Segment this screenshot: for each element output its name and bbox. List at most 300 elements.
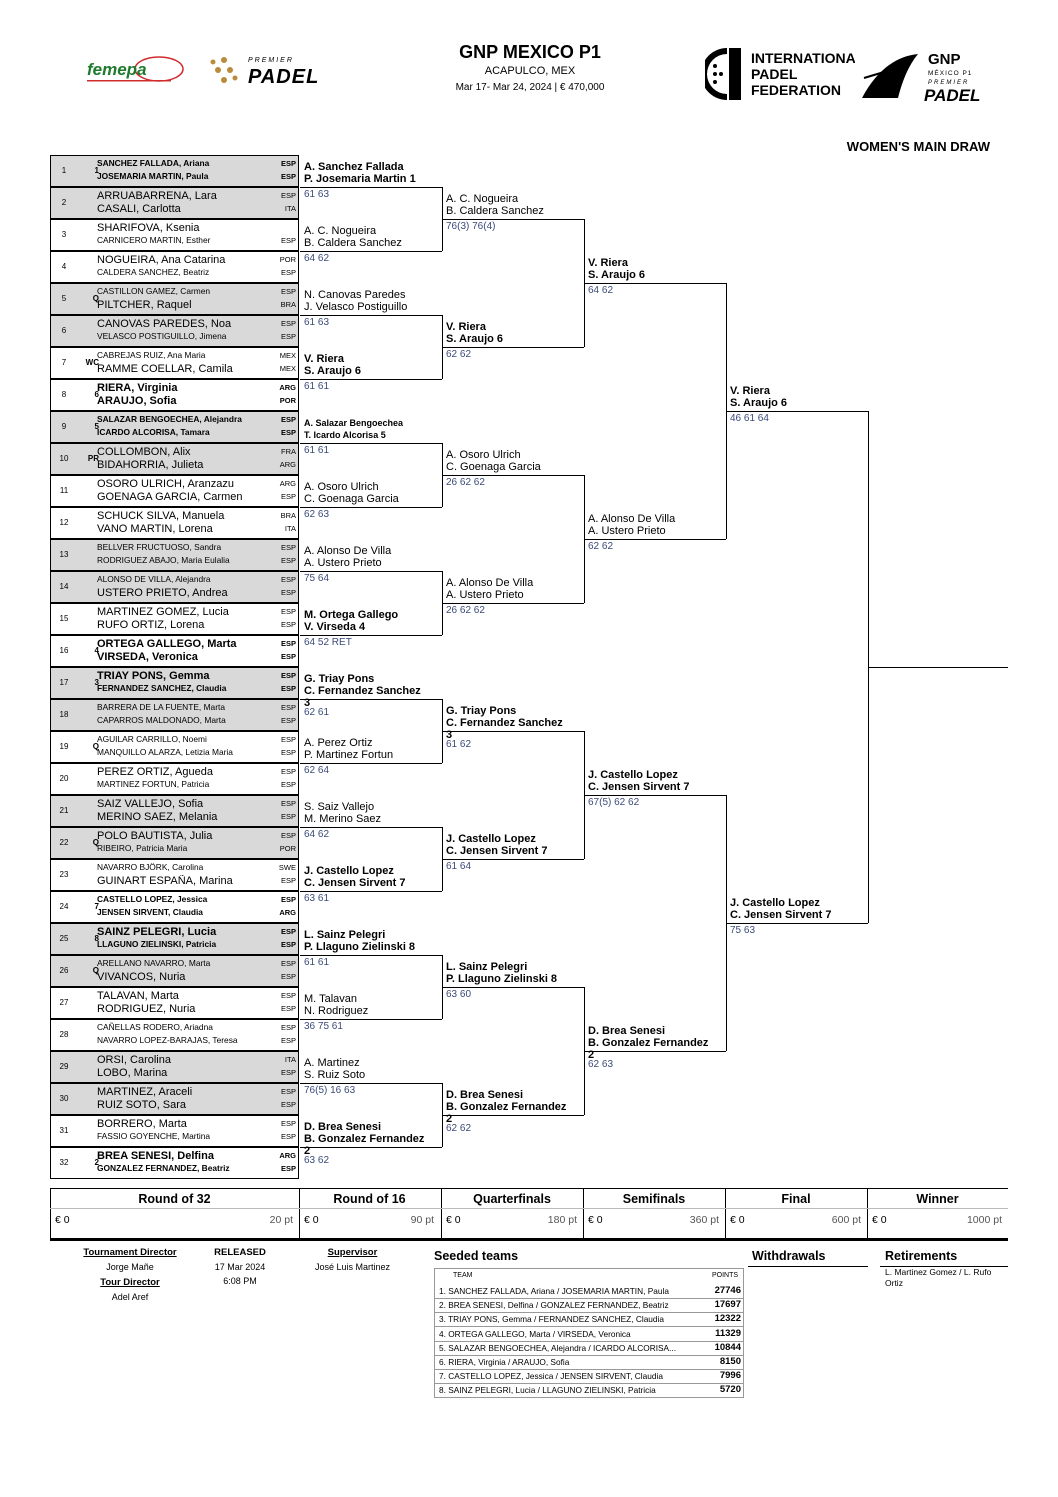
seeded-team-row bbox=[435, 1327, 743, 1342]
gnp-mexico-logo bbox=[858, 48, 998, 104]
seed-label: WC bbox=[85, 358, 99, 367]
team-name: P. Martinez Fortun bbox=[304, 749, 394, 761]
team-name: A. Perez Ortiz bbox=[304, 737, 373, 749]
team-name: N. Rodriguez bbox=[304, 1005, 369, 1017]
seed-label: 4 bbox=[94, 646, 99, 655]
player-name: JOSEMARIA MARTIN, Paula bbox=[97, 171, 209, 181]
player-name: JENSEN SIRVENT, Claudia bbox=[97, 907, 203, 917]
seed-label: 2 bbox=[94, 1158, 99, 1167]
r16-line bbox=[300, 827, 442, 828]
match-score: 62 62 bbox=[588, 541, 614, 552]
match-score: 64 52 RET bbox=[304, 637, 352, 648]
team-name: J. Velasco Postiguillo bbox=[304, 301, 408, 313]
team-name: B. Gonzalez Fernandez bbox=[446, 1101, 567, 1113]
player-country: POR bbox=[279, 396, 296, 405]
player-row bbox=[50, 1115, 299, 1147]
player-country: ESP bbox=[280, 959, 296, 968]
seed-label: 8 bbox=[94, 934, 99, 943]
seeded-team-name: 3. TRIAY PONS, Gemma / FERNANDEZ SANCHEZ, Claudia bbox=[439, 1314, 664, 1325]
team-name: A. Alonso De Villa bbox=[588, 513, 676, 525]
player-name: GOENAGA GARCIA, Carmen bbox=[97, 491, 243, 503]
player-country: ESP bbox=[280, 172, 296, 181]
r16-line bbox=[300, 571, 442, 572]
draw-position: 16 bbox=[59, 646, 69, 655]
seeded-team-points: 12322 bbox=[714, 1313, 741, 1325]
sf-line bbox=[584, 795, 726, 796]
seed-label bbox=[79, 1116, 99, 1146]
player-country: ESP bbox=[280, 1100, 296, 1109]
team-name: A. Osoro Ulrich bbox=[304, 481, 379, 493]
player-name: BIDAHORRIA, Julieta bbox=[97, 459, 204, 471]
seeded-team-row bbox=[435, 1341, 743, 1356]
player-row bbox=[50, 411, 299, 443]
player-country: ESP bbox=[280, 543, 296, 552]
player-country: ESP bbox=[280, 1068, 296, 1077]
player-country: POR bbox=[279, 844, 296, 853]
player-row bbox=[50, 1147, 299, 1179]
player-country: ESP bbox=[280, 799, 296, 808]
player-name: ALONSO DE VILLA, Alejandra bbox=[97, 574, 211, 584]
seeded-team-points: 7996 bbox=[719, 1370, 741, 1382]
femepa-logo-text: femepa bbox=[87, 60, 147, 79]
player-country: ESP bbox=[280, 927, 296, 936]
seed-label bbox=[79, 316, 99, 346]
r16-line bbox=[300, 955, 442, 956]
match-score: 62 61 bbox=[304, 707, 330, 718]
qf-line bbox=[442, 475, 584, 476]
player-row bbox=[50, 155, 299, 187]
seeded-team-points: 10844 bbox=[714, 1341, 741, 1353]
draw-position: 6 bbox=[61, 326, 67, 335]
player-name: GONZALEZ FERNANDEZ, Beatriz bbox=[97, 1163, 230, 1173]
released-time: 6:08 PM bbox=[223, 1276, 257, 1286]
supervisor-label: Supervisor bbox=[327, 1247, 378, 1258]
match-score: 62 64 bbox=[304, 765, 330, 776]
player-country: ESP bbox=[280, 492, 296, 501]
player-name: LLAGUNO ZIELINSKI, Patricia bbox=[97, 939, 217, 949]
team-name: T. Icardo Alcorisa 5 bbox=[304, 430, 386, 440]
player-country: ESP bbox=[280, 831, 296, 840]
player-row bbox=[50, 603, 299, 635]
released-label: RELEASED bbox=[214, 1247, 266, 1258]
match-score: 61 62 bbox=[446, 739, 472, 750]
seeded-team-row bbox=[435, 1298, 743, 1313]
r16-line bbox=[300, 763, 442, 764]
player-country: ARG bbox=[279, 1151, 296, 1160]
r16-line bbox=[300, 187, 442, 188]
player-name: VELASCO POSTIGUILLO, Jimena bbox=[97, 331, 227, 341]
player-name: COLLOMBON, Alix bbox=[97, 446, 191, 458]
player-country: ESP bbox=[280, 319, 296, 328]
player-name: NOGUEIRA, Ana Catarina bbox=[97, 254, 226, 266]
team-name: B. Gonzalez Fernandez bbox=[304, 1133, 425, 1145]
player-row bbox=[50, 635, 299, 667]
gnp-logo-text: GNP bbox=[928, 51, 961, 68]
player-country: MEX bbox=[279, 351, 296, 360]
player-name: CALDERA SANCHEZ, Beatriz bbox=[97, 267, 210, 277]
team-name: N. Canovas Paredes bbox=[304, 289, 406, 301]
match-score: 62 62 bbox=[446, 349, 472, 360]
retirements-title: Retirements bbox=[885, 1249, 958, 1263]
seeded-team-row bbox=[435, 1355, 743, 1370]
tournament-location: ACAPULCO, MEX bbox=[484, 65, 576, 77]
seed-number: 2 bbox=[304, 1145, 311, 1157]
team-name: A. Alonso De Villa bbox=[304, 545, 392, 557]
player-name: MANQUILLO ALARZA, Letizia Maria bbox=[97, 747, 233, 757]
team-name: A. Salazar Bengoechea bbox=[304, 418, 404, 428]
match-score: 63 60 bbox=[446, 989, 472, 1000]
footer-top-rule bbox=[50, 1188, 1008, 1189]
player-name: NAVARRO LOPEZ-BARAJAS, Teresa bbox=[97, 1035, 238, 1045]
team-name: B. Gonzalez Fernandez bbox=[588, 1037, 709, 1049]
player-name: TALAVAN, Marta bbox=[97, 990, 179, 1002]
player-name: FERNANDEZ SANCHEZ, Claudia bbox=[97, 683, 227, 693]
draw-position: 27 bbox=[59, 998, 69, 1007]
team-name: D. Brea Senesi bbox=[588, 1025, 666, 1037]
player-country: ESP bbox=[280, 684, 296, 693]
gnp-padel-text: PADEL bbox=[924, 86, 981, 104]
draw-position: 23 bbox=[59, 870, 69, 879]
r16-line bbox=[300, 1083, 442, 1084]
team-name: S. Saiz Vallejo bbox=[304, 801, 375, 813]
premier-logo-text: PREMIER bbox=[248, 57, 294, 64]
draw-position: 3 bbox=[61, 230, 67, 239]
player-country: ESP bbox=[280, 780, 296, 789]
gnp-sub-text: MÉXICO P1 bbox=[928, 70, 973, 77]
round-name: Semifinals bbox=[622, 1192, 686, 1206]
seeded-team-points: 5720 bbox=[719, 1384, 741, 1396]
player-country: ESP bbox=[280, 332, 296, 341]
player-name: OSORO ULRICH, Aranzazu bbox=[97, 478, 234, 490]
seed-label bbox=[79, 476, 99, 506]
team-name: L. Sainz Pelegri bbox=[304, 929, 386, 941]
team-name: S. Ruiz Soto bbox=[304, 1069, 366, 1081]
team-name: V. Virseda 4 bbox=[304, 621, 366, 633]
team-name: S. Araujo 6 bbox=[446, 333, 504, 345]
team-name: J. Castello Lopez bbox=[304, 865, 394, 877]
player-name: BREA SENESI, Delfina bbox=[97, 1150, 214, 1162]
r16-line bbox=[300, 507, 442, 508]
match-score: 61 61 bbox=[304, 957, 330, 968]
team-name: A. Sanchez Fallada bbox=[304, 161, 404, 173]
player-name: PEREZ ORTIZ, Agueda bbox=[97, 766, 213, 778]
round-points: 180 pt bbox=[547, 1214, 577, 1226]
player-name: MERINO SAEZ, Melania bbox=[97, 811, 218, 823]
player-name: SANCHEZ FALLADA, Ariana bbox=[97, 158, 210, 168]
femepa-logo bbox=[85, 53, 195, 93]
team-name: A. C. Nogueira bbox=[304, 225, 377, 237]
player-country: ESP bbox=[280, 236, 296, 245]
match-score: 62 63 bbox=[588, 1059, 614, 1070]
player-row bbox=[50, 187, 299, 219]
player-name: CAPARROS MALDONADO, Marta bbox=[97, 715, 226, 725]
player-row bbox=[50, 539, 299, 571]
team-name: A. Ustero Prieto bbox=[588, 525, 666, 537]
draw-position: 17 bbox=[59, 678, 69, 687]
seed-number: 2 bbox=[588, 1049, 595, 1061]
seed-label: Q bbox=[92, 742, 99, 751]
player-country: ESP bbox=[280, 991, 296, 1000]
match-score: 61 63 bbox=[304, 317, 330, 328]
seeded-team-name: 4. ORTEGA GALLEGO, Marta / VIRSEDA, Veronica bbox=[439, 1328, 631, 1339]
seeded-team-name: 7. CASTELLO LOPEZ, Jessica / JENSEN SIRVENT, Claudia bbox=[439, 1371, 663, 1382]
seeded-team-row bbox=[435, 1312, 743, 1327]
tournament-dates: Mar 17- Mar 24, 2024 | € 470,000 bbox=[455, 82, 605, 93]
seeded-teams-title: Seeded teams bbox=[434, 1249, 519, 1263]
player-name: CARNICERO MARTIN, Esther bbox=[97, 235, 211, 245]
player-country: ESP bbox=[280, 1004, 296, 1013]
player-name: RIERA, Virginia bbox=[97, 382, 178, 394]
seed-label bbox=[79, 252, 99, 282]
player-row bbox=[50, 315, 299, 347]
player-name: VIRSEDA, Veronica bbox=[97, 651, 198, 663]
draw-position: 20 bbox=[59, 774, 69, 783]
round-prize: € 0 bbox=[446, 1214, 461, 1226]
player-name: BARRERA DE LA FUENTE, Marta bbox=[97, 702, 225, 712]
player-name: GUINART ESPAÑA, Marina bbox=[97, 875, 233, 887]
seed-label bbox=[79, 220, 99, 250]
player-name: BORRERO, Marta bbox=[97, 1118, 187, 1130]
seeded-team-row bbox=[435, 1383, 743, 1398]
match-score: 76(5) 16 63 bbox=[304, 1085, 356, 1096]
player-row bbox=[50, 731, 299, 763]
match-score: 62 63 bbox=[304, 509, 330, 520]
match-score: 75 64 bbox=[304, 573, 330, 584]
player-row bbox=[50, 251, 299, 283]
seeded-team-row bbox=[435, 1369, 743, 1384]
team-name: C. Goenaga Garcia bbox=[446, 461, 541, 473]
player-name: AGUILAR CARRILLO, Noemi bbox=[97, 734, 207, 744]
player-country: ESP bbox=[280, 1023, 296, 1032]
r16-line bbox=[300, 379, 442, 380]
round-prize: € 0 bbox=[304, 1214, 319, 1226]
qf-line bbox=[442, 347, 584, 348]
round-name: Round of 16 bbox=[333, 1192, 406, 1206]
r16-line bbox=[300, 251, 442, 252]
match-score: 64 62 bbox=[304, 829, 330, 840]
player-name: CASALI, Carlotta bbox=[97, 203, 181, 215]
r16-line bbox=[300, 443, 442, 444]
player-name: ORTEGA GALLEGO, Marta bbox=[97, 638, 237, 650]
player-country: ESP bbox=[280, 1036, 296, 1045]
player-country: ESP bbox=[280, 287, 296, 296]
player-row bbox=[50, 699, 299, 731]
team-name: S. Araujo 6 bbox=[304, 365, 362, 377]
player-country: ESP bbox=[280, 1164, 296, 1173]
team-name: V. Riera bbox=[446, 321, 486, 333]
player-row bbox=[50, 891, 299, 923]
match-score: 61 61 bbox=[304, 445, 330, 456]
winner-line bbox=[868, 667, 1008, 668]
player-country: ITA bbox=[284, 1055, 296, 1064]
player-country: ESP bbox=[280, 716, 296, 725]
player-country: ITA bbox=[284, 204, 296, 213]
player-name: ORSI, Carolina bbox=[97, 1054, 171, 1066]
match-score: 64 62 bbox=[588, 285, 614, 296]
match-score: 64 62 bbox=[304, 253, 330, 264]
player-country: SWE bbox=[278, 863, 296, 872]
draw-position: 12 bbox=[59, 518, 69, 527]
team-name: J. Castello Lopez bbox=[446, 833, 536, 845]
team-name: A. Martinez bbox=[304, 1057, 360, 1069]
player-country: ESP bbox=[280, 191, 296, 200]
ipf-line2: PADEL bbox=[751, 66, 798, 82]
match-score: 67(5) 62 62 bbox=[588, 797, 640, 808]
draw-position: 21 bbox=[59, 806, 69, 815]
player-name: CANOVAS PAREDES, Noa bbox=[97, 318, 232, 330]
draw-position: 7 bbox=[61, 358, 67, 367]
qf-line bbox=[442, 987, 584, 988]
tour-director-label: Tour Director bbox=[100, 1277, 160, 1288]
r16-line bbox=[300, 1019, 442, 1020]
round-points: 600 pt bbox=[831, 1214, 861, 1226]
match-score: 61 64 bbox=[446, 861, 472, 872]
seed-label bbox=[79, 1020, 99, 1050]
seed-label bbox=[79, 988, 99, 1018]
draw-position: 8 bbox=[61, 390, 67, 399]
player-row bbox=[50, 219, 299, 251]
withdrawals-rule bbox=[748, 1266, 868, 1267]
player-name: MARTINEZ, Araceli bbox=[97, 1086, 193, 1098]
player-country: BRA bbox=[280, 300, 296, 309]
team-name: P. Josemaria Martin 1 bbox=[304, 173, 416, 185]
player-name: CASTILLON GAMEZ, Carmen bbox=[97, 286, 211, 296]
sf-line bbox=[584, 283, 726, 284]
seed-label: 6 bbox=[94, 390, 99, 399]
draw-position: 13 bbox=[59, 550, 69, 559]
draw-position: 29 bbox=[59, 1062, 69, 1071]
draw-position: 18 bbox=[59, 710, 69, 719]
player-row bbox=[50, 955, 299, 987]
player-name: RODRIGUEZ ABAJO, Maria Eulalia bbox=[97, 555, 230, 565]
player-country: ESP bbox=[280, 812, 296, 821]
player-country: ESP bbox=[280, 575, 296, 584]
team-name: G. Triay Pons bbox=[304, 673, 375, 685]
seeded-team-row bbox=[435, 1284, 743, 1299]
qf-line bbox=[442, 731, 584, 732]
final-line bbox=[726, 923, 868, 924]
player-row bbox=[50, 987, 299, 1019]
player-name: RIBEIRO, Patricia Maria bbox=[97, 843, 188, 853]
player-name: SHARIFOVA, Ksenia bbox=[97, 222, 200, 234]
player-row bbox=[50, 379, 299, 411]
player-row bbox=[50, 283, 299, 315]
player-name: RUFO ORTIZ, Lorena bbox=[97, 619, 205, 631]
team-name: S. Araujo 6 bbox=[588, 269, 646, 281]
player-row bbox=[50, 667, 299, 699]
team-name: C. Jensen Sirvent 7 bbox=[304, 877, 406, 889]
match-score: 26 62 62 bbox=[446, 605, 485, 616]
seed-label bbox=[79, 860, 99, 890]
seed-label: 5 bbox=[94, 422, 99, 431]
player-country: BRA bbox=[280, 511, 296, 520]
player-name: ICARDO ALCORISA, Tamara bbox=[97, 427, 210, 437]
player-name: USTERO PRIETO, Andrea bbox=[97, 587, 228, 599]
match-score: 62 62 bbox=[446, 1123, 472, 1134]
round-prize: € 0 bbox=[872, 1214, 887, 1226]
draw-position: 22 bbox=[59, 838, 69, 847]
draw-position: 5 bbox=[61, 294, 67, 303]
seed-label: Q bbox=[92, 966, 99, 975]
player-row bbox=[50, 1019, 299, 1051]
match-score: 75 63 bbox=[730, 925, 756, 936]
player-country: ESP bbox=[280, 639, 296, 648]
team-name: B. Caldera Sanchez bbox=[304, 237, 402, 249]
player-country: ITA bbox=[284, 524, 296, 533]
draw-position: 11 bbox=[59, 486, 69, 495]
player-country: ESP bbox=[280, 556, 296, 565]
qf-line bbox=[442, 859, 584, 860]
team-name: D. Brea Senesi bbox=[446, 1089, 524, 1101]
seeded-col-points: POINTS bbox=[712, 1272, 739, 1279]
draw-position: 30 bbox=[59, 1094, 69, 1103]
draw-position: 15 bbox=[59, 614, 69, 623]
team-name: C. Jensen Sirvent 7 bbox=[588, 781, 690, 793]
seeded-team-name: 5. SALAZAR BENGOECHEA, Alejandra / ICARDO ALCORISA... bbox=[439, 1342, 677, 1353]
player-name: POLO BAUTISTA, Julia bbox=[97, 830, 213, 842]
round-points: 20 pt bbox=[269, 1214, 293, 1226]
player-name: FASSIO GOYENCHE, Martina bbox=[97, 1131, 211, 1141]
seed-label bbox=[79, 1052, 99, 1082]
player-country: ESP bbox=[280, 767, 296, 776]
player-country: ESP bbox=[280, 1087, 296, 1096]
round-name: Quarterfinals bbox=[473, 1192, 551, 1206]
player-country: ESP bbox=[280, 703, 296, 712]
team-name: M. Merino Saez bbox=[304, 813, 382, 825]
seed-label bbox=[79, 572, 99, 602]
player-row bbox=[50, 571, 299, 603]
player-name: PILTCHER, Raquel bbox=[97, 299, 192, 311]
player-row bbox=[50, 1083, 299, 1115]
seeded-team-name: 6. RIERA, Virginia / ARAUJO, Sofia bbox=[439, 1357, 570, 1367]
supervisor-name: José Luis Martinez bbox=[314, 1262, 391, 1272]
player-row bbox=[50, 827, 299, 859]
seed-label: PR bbox=[87, 454, 99, 463]
seed-number: 3 bbox=[446, 729, 453, 741]
team-name: B. Caldera Sanchez bbox=[446, 205, 544, 217]
player-country: ESP bbox=[280, 428, 296, 437]
player-row bbox=[50, 1051, 299, 1083]
team-name: P. Llaguno Zielinski 8 bbox=[446, 973, 558, 985]
seeded-team-name: 1. SANCHEZ FALLADA, Ariana / JOSEMARIA MARTIN, Paula bbox=[439, 1286, 669, 1296]
player-name: MARTINEZ GOMEZ, Lucia bbox=[97, 606, 229, 618]
match-score: 61 63 bbox=[304, 189, 330, 200]
player-name: NAVARRO BJÖRK, Carolina bbox=[97, 862, 204, 872]
round-name: Final bbox=[781, 1192, 811, 1206]
match-score: 76(3) 76(4) bbox=[446, 221, 496, 232]
player-country: ARG bbox=[279, 908, 296, 917]
match-score: 63 62 bbox=[304, 1155, 330, 1166]
seeded-team-points: 27746 bbox=[714, 1285, 741, 1296]
player-country: ESP bbox=[280, 620, 296, 629]
team-name: C. Goenaga Garcia bbox=[304, 493, 399, 505]
seeded-col-team: TEAM bbox=[453, 1272, 473, 1279]
player-country: FRA bbox=[281, 447, 296, 456]
seed-label bbox=[79, 1084, 99, 1114]
tour-director-name: Adel Aref bbox=[111, 1292, 149, 1302]
team-name: C. Fernandez Sanchez bbox=[446, 717, 563, 729]
player-country: ESP bbox=[280, 876, 296, 885]
player-name: CABREJAS RUIZ, Ana Maria bbox=[97, 350, 206, 360]
ipf-logo bbox=[705, 44, 855, 104]
player-country: ESP bbox=[280, 1132, 296, 1141]
seeded-team-points: 17697 bbox=[714, 1299, 741, 1311]
ipf-line3: FEDERATION bbox=[751, 82, 841, 98]
released-date: 17 Mar 2024 bbox=[214, 1262, 266, 1272]
seed-label: Q bbox=[92, 294, 99, 303]
team-name: C. Fernandez Sanchez bbox=[304, 685, 421, 697]
player-country: POR bbox=[279, 255, 296, 264]
